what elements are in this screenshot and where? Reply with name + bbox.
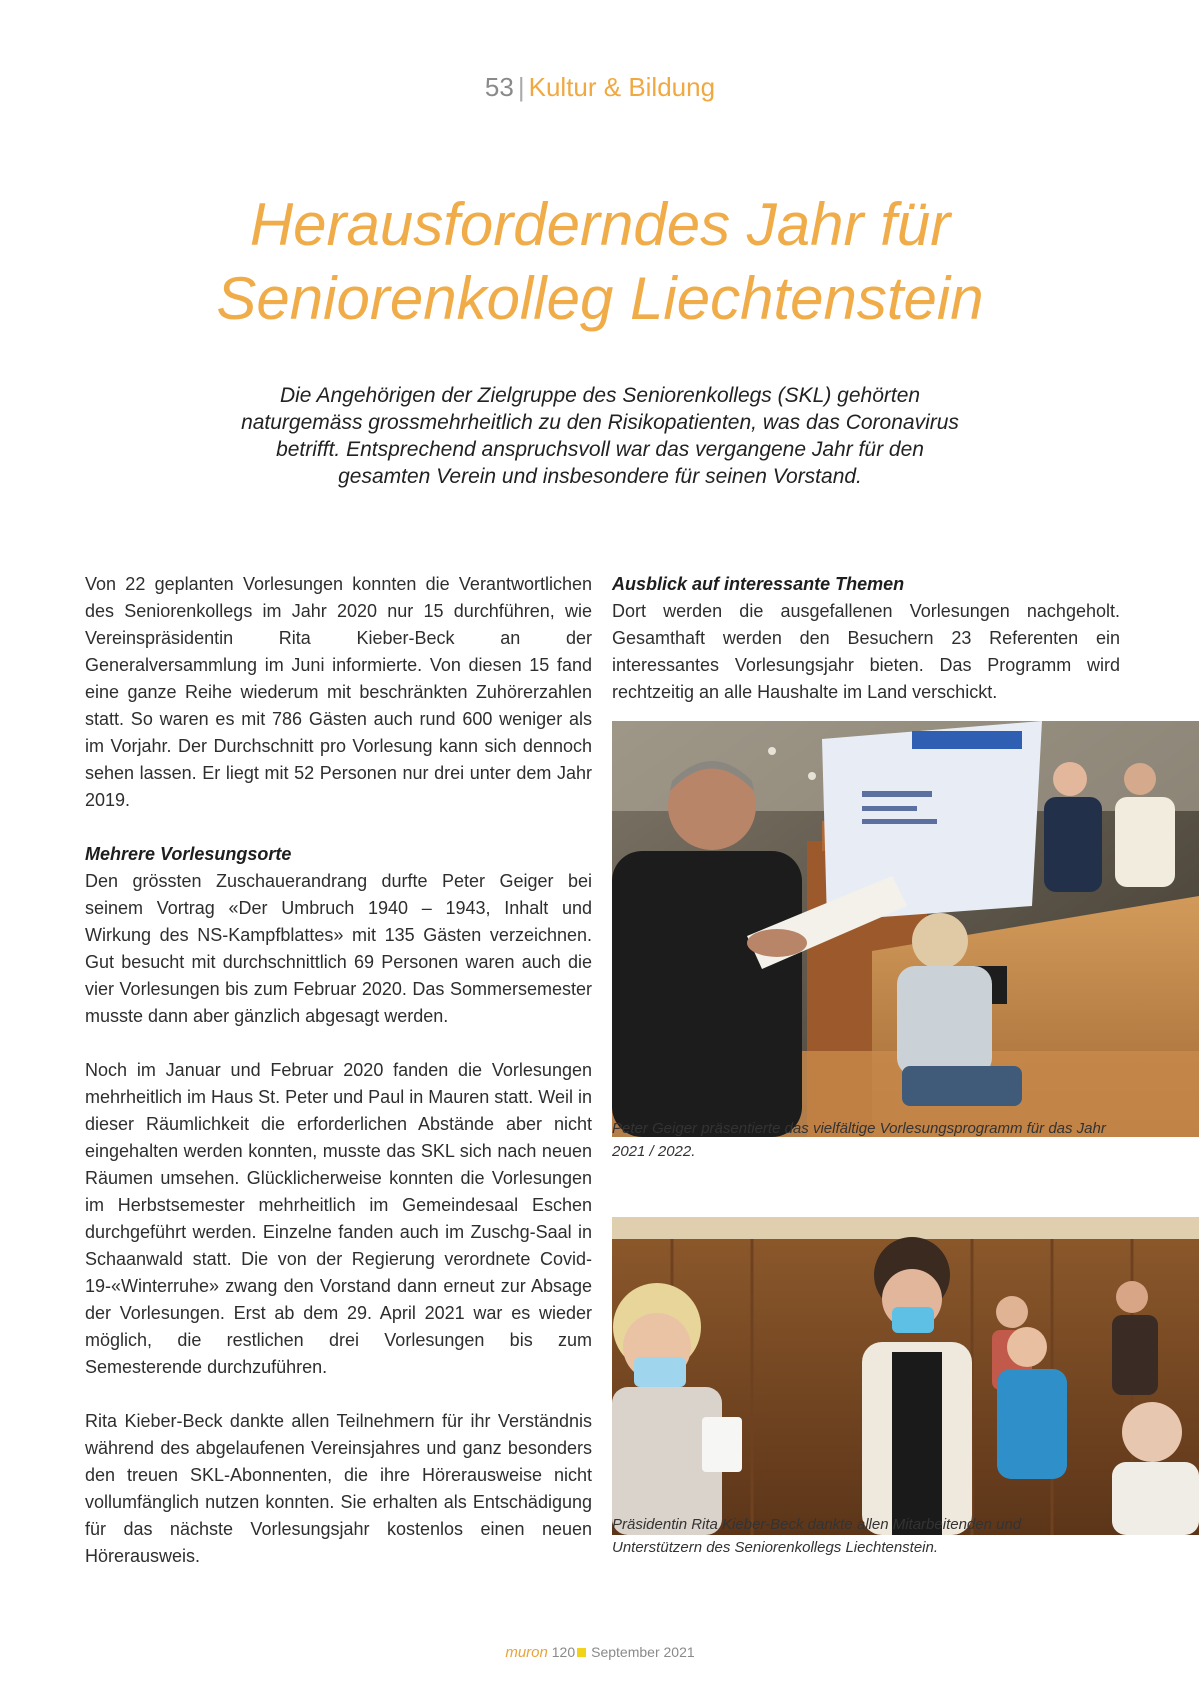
issue-date: September 2021 xyxy=(591,1644,695,1660)
article-title xyxy=(150,188,1050,336)
subheading-vorlesungsorte: Mehrere Vorlesungsorte xyxy=(85,844,292,864)
photo-lecture xyxy=(612,721,1199,1137)
issue-number: 120 xyxy=(551,1644,576,1660)
lead-line-4: gesamten Verein und insbesondere für seinen Vorstand. xyxy=(338,465,862,488)
right-column xyxy=(612,571,1120,706)
title-line-1: Herausforderndes Jahr für xyxy=(249,191,951,258)
footer-square-icon xyxy=(577,1648,586,1657)
subheading-ausblick: Ausblick auf interessante Themen xyxy=(612,574,905,594)
section-name: Kultur & Bildung xyxy=(528,72,716,102)
header-separator: | xyxy=(517,72,525,102)
paragraph-3: Noch im Januar und Februar 2020 fanden die Vorlesungen mehrheitlich im Haus St. Peter und Paul in Mauren statt. Weil in dieser Räumlichkeit die erforderlichen Abstände aber nicht eingehalten werden konnten, musste das SKL sich nach neuen Räumen umsehen. Glücklicherweise konnten die Vorlesungen im Herbstsemester mehrheitlich im Gemeindesaal Eschen durchgeführt werden. Einzelne fanden auch im Zuschg-Saal in Schaanwald statt. Die von der Regierung verordnete Covid-19-«Winterruhe» zwang den Vorstand dann erneut zur Absage der Vorlesungen. Erst ab dem 29. April 2021 war es wieder möglich, die restlichen drei Vorlesungen bis zum Semesterende durchzuführen. xyxy=(85,1060,592,1377)
page-number: 53 xyxy=(484,72,514,102)
lead-line-1: Die Angehörigen der Zielgruppe des Seniorenkollegs (SKL) gehörten xyxy=(279,384,921,407)
lead-line-2: naturgemäss grossmehrheitlich zu den Risikopatienten, was das Coronavirus xyxy=(241,411,959,434)
paragraph-1: Von 22 geplanten Vorlesungen konnten die Verantwortlichen des Seniorenkollegs im Jahr 2020 nur 15 durchführen, wie Vereinspräsidentin Rita Kieber-Beck an der Generalversammlung im Juni informierte. Von diesen 15 fand eine ganze Reihe wiederum mit beschränkten Zuhörerzahlen statt. So waren es mit 786 Gästen auch rund 600 weniger als im Vorjahr. Der Durchschnitt pro Vorlesung kann sich dennoch sehen lassen. Er liegt mit 52 Personen nur drei unter dem Jahr 2019. xyxy=(85,574,592,810)
paragraph-2: Den grössten Zuschauerandrang durfte Peter Geiger bei seinem Vortrag «Der Umbruch 1940 – 1943, Inhalt und Wirkung des NS-Kampfblattes» mit 135 Gästen verzeichnen. Gut besucht mit durchschnittlich 69 Personen waren auch die vier Vorlesungen bis zum Februar 2020. Das Sommersemester musste dann aber gänzlich abgesagt werden. xyxy=(85,871,592,1026)
caption-thanks: Präsidentin Rita Kieber-Beck dankte allen Mitarbeitenden und Unterstützern des Seniorenkollegs Liechtenstein. xyxy=(612,1516,1022,1556)
lead-line-3: betrifft. Entsprechend anspruchsvoll war das vergangene Jahr für den xyxy=(276,438,924,461)
photo-thanks xyxy=(612,1217,1199,1535)
magazine-name: muron xyxy=(505,1644,548,1661)
left-column xyxy=(85,571,592,1597)
title-line-2: Seniorenkolleg Liechtenstein xyxy=(216,265,984,332)
page-header xyxy=(0,72,1200,103)
caption-lecture: Peter Geiger präsentierte das vielfältige Vorlesungsprogramm für das Jahr 2021 / 2022. xyxy=(612,1120,1106,1160)
article-lead xyxy=(200,382,1000,490)
page-footer xyxy=(0,1644,1200,1661)
paragraph-4: Rita Kieber-Beck dankte allen Teilnehmern für ihr Verständnis während des abgelaufenen Vereinsjahres und ganz besonders den treuen SKL-Abonnenten, die ihre Hörerausweise nicht vollumfänglich nutzen konnten. Sie erhalten als Entschädigung für das nächste Vorlesungsjahr kostenlos einen neuen Hörerausweis. xyxy=(85,1411,592,1566)
paragraph-5: Dort werden die ausgefallenen Vorlesungen nachgeholt. Gesamthaft werden den Besuchern 23 Referenten ein interessantes Vorlesungsjahr bieten. Das Programm wird rechtzeitig an alle Haushalte im Land verschickt. xyxy=(612,601,1120,702)
